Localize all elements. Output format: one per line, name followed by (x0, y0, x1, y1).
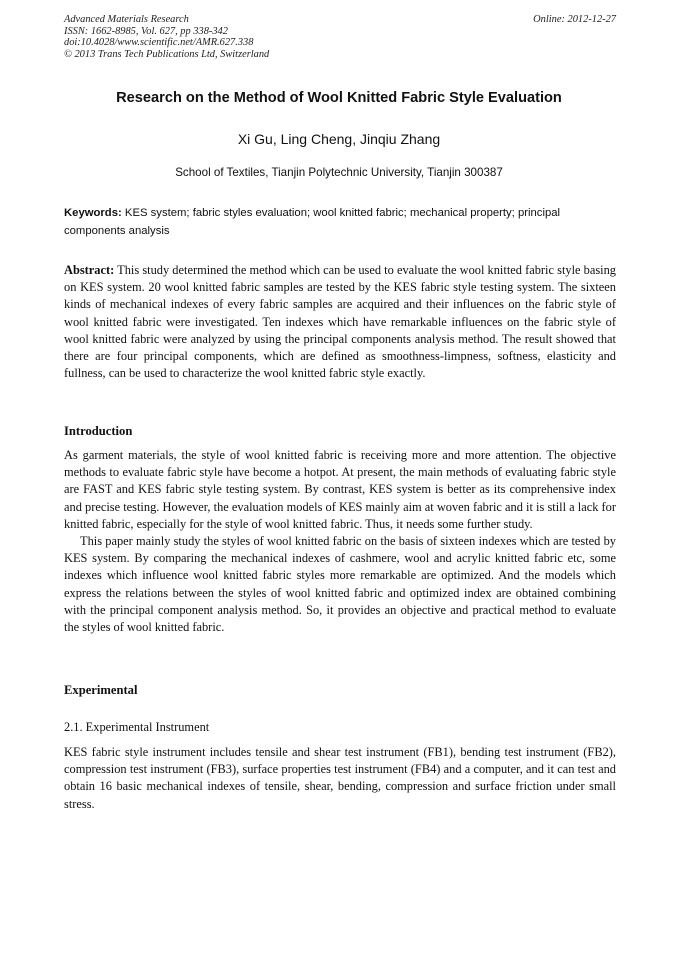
author-list: Xi Gu, Ling Cheng, Jinqiu Zhang (237, 131, 441, 147)
introduction-body (64, 447, 616, 636)
introduction-paragraph-2: This paper mainly study the styles of wool knitted fabric on the basis of sixteen indexes which are tested by KES system. By comparing the mechanical indexes of cashmere, wool and acrylic knitted fabric etc, some indexes which influence wool knitted fabric styles more remarkable are optimized. And the models which express the relations between the styles of wool knitted fabric and optimized index are obtained combining with the principal component analysis method. So, it provides an objective and practical method to evaluate the styles of wool knitted fabric. (64, 534, 616, 635)
introduction-paragraph-1: As garment materials, the style of wool knitted fabric is receiving more and more attention. The objective methods to evaluate fabric style have become a hotpot. At present, the main methods of evaluating fabric style are FAST and KES fabric style testing system. By contrast, KES system is better as its comprehensive index and precise testing. However, the evaluation models of KES mainly aim at woven fabric and it is still a lack for knitted fabric, especially for the style of wool knitted fabric. Thus, it needs some further study. (64, 448, 616, 531)
copyright-line: © 2013 Trans Tech Publications Ltd, Switzerland (64, 48, 270, 60)
abstract-text: This study determined the method which can be used to evaluate the wool knitted fabric style basing on KES system. 20 wool knitted fabric samples are tested by the KES fabric style testing system. The sixteen kinds of mechanical indexes of every fabric samples are acquired and their influences on the fabric style of wool knitted fabric were investigated. Ten indexes which have remarkable influences on the fabric style of wool knitted fabric were analyzed by using the principal components analysis method. The result showed that there are four principal components, which are defined as smoothness-limpness, softness, elasticity and fullness, can be used to characterize the wool knitted fabric style exactly. (64, 263, 617, 381)
journal-name: Advanced Materials Research (64, 14, 189, 25)
keywords-block (64, 205, 616, 240)
introduction-heading: Introduction (64, 424, 133, 438)
doi-line: doi:10.4028/www.scientific.net/AMR.627.338 (64, 37, 254, 48)
affiliation: School of Textiles, Tianjin Polytechnic University, Tianjin 300387 (175, 166, 503, 179)
issn-line: ISSN: 1662-8985, Vol. 627, pp 338-342 (64, 25, 228, 37)
keywords-text: KES system; fabric styles evaluation; wool knitted fabric; mechanical property; principal components analysis (64, 207, 561, 237)
experimental-heading: Experimental (64, 683, 138, 697)
experimental-subheading: 2.1. Experimental Instrument (64, 720, 210, 734)
abstract-block (64, 262, 616, 382)
experimental-paragraph-1: KES fabric style instrument includes tensile and shear test instrument (FB1), bending test instrument (FB2), compression test instrument (FB3), surface properties test instrument (FB4) and a computer, and it can test and obtain 16 basic mechanical indexes of tensile, shear, bending, compression and surface friction under small stress. (64, 745, 616, 811)
abstract-label: Abstract: (64, 263, 115, 277)
online-date: Online: 2012-12-27 (533, 14, 616, 25)
keywords-label: Keywords: (64, 207, 122, 219)
journal-header (64, 14, 616, 60)
paper-title: Research on the Method of Wool Knitted Fabric Style Evaluation (116, 90, 562, 106)
